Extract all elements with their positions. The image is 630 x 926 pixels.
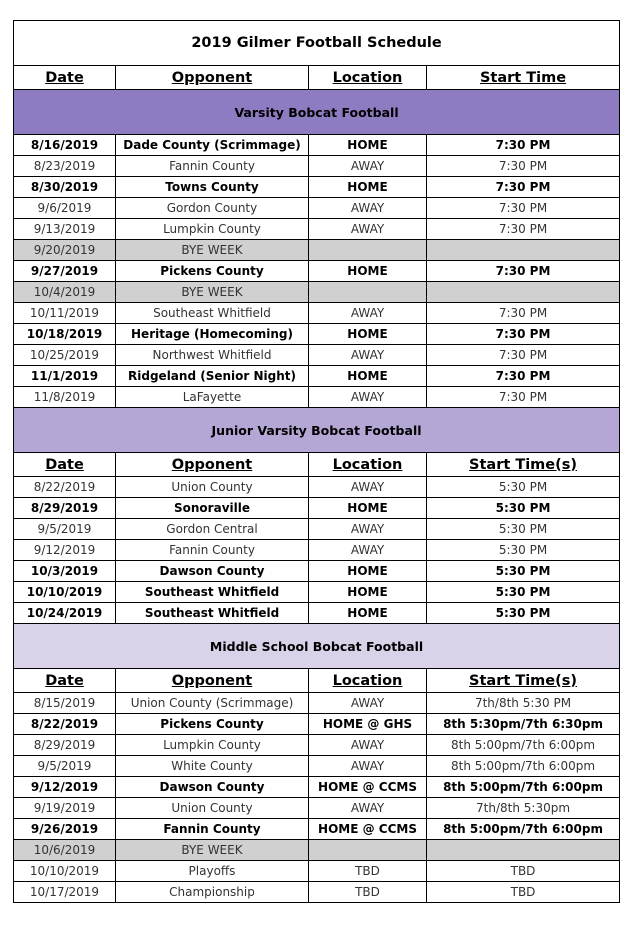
game-date: 8/22/2019: [14, 714, 116, 735]
game-start-time: 5:30 PM: [427, 498, 620, 519]
game-date: 9/5/2019: [14, 756, 116, 777]
game-date: 9/13/2019: [14, 219, 116, 240]
column-header-row: [14, 453, 620, 477]
game-start-time: 5:30 PM: [427, 561, 620, 582]
game-row: [14, 582, 620, 603]
game-opponent: Union County (Scrimmage): [116, 693, 309, 714]
game-start-time: 7th/8th 5:30 PM: [427, 693, 620, 714]
game-start-time: [427, 240, 620, 261]
game-location: HOME @ CCMS: [309, 819, 427, 840]
column-header-date: Date: [14, 66, 116, 90]
game-location: AWAY: [309, 693, 427, 714]
column-header-opponent: Opponent: [116, 669, 309, 693]
game-row: [14, 861, 620, 882]
section-title-middle-school-bobcat-football: Middle School Bobcat Football: [14, 624, 620, 669]
column-header-start-time: Start Time(s): [427, 669, 620, 693]
column-header-row: [14, 669, 620, 693]
game-location: [309, 840, 427, 861]
game-start-time: 7:30 PM: [427, 366, 620, 387]
game-row: [14, 303, 620, 324]
game-start-time: 7:30 PM: [427, 261, 620, 282]
game-start-time: 5:30 PM: [427, 477, 620, 498]
game-location: HOME: [309, 324, 427, 345]
game-location: AWAY: [309, 540, 427, 561]
game-opponent: Dawson County: [116, 561, 309, 582]
game-row: [14, 540, 620, 561]
game-opponent: Union County: [116, 798, 309, 819]
game-opponent: Championship: [116, 882, 309, 903]
game-date: 8/15/2019: [14, 693, 116, 714]
game-opponent: Fannin County: [116, 540, 309, 561]
game-row: [14, 387, 620, 408]
section-header-row: [14, 624, 620, 669]
game-row: [14, 756, 620, 777]
game-start-time: 5:30 PM: [427, 540, 620, 561]
game-start-time: 8th 5:00pm/7th 6:00pm: [427, 756, 620, 777]
bye-week-row: [14, 282, 620, 303]
game-date: 9/26/2019: [14, 819, 116, 840]
game-location: AWAY: [309, 756, 427, 777]
game-opponent: Dade County (Scrimmage): [116, 135, 309, 156]
game-opponent: Heritage (Homecoming): [116, 324, 309, 345]
column-header-row: [14, 66, 620, 90]
game-date: 10/6/2019: [14, 840, 116, 861]
game-start-time: 8th 5:00pm/7th 6:00pm: [427, 819, 620, 840]
game-row: [14, 561, 620, 582]
game-date: 9/20/2019: [14, 240, 116, 261]
game-location: TBD: [309, 882, 427, 903]
column-header-date: Date: [14, 669, 116, 693]
game-date: 8/29/2019: [14, 498, 116, 519]
game-opponent: Lumpkin County: [116, 735, 309, 756]
game-opponent: Gordon Central: [116, 519, 309, 540]
game-date: 10/18/2019: [14, 324, 116, 345]
game-start-time: 8th 5:00pm/7th 6:00pm: [427, 735, 620, 756]
game-location: HOME: [309, 177, 427, 198]
game-row: [14, 219, 620, 240]
game-date: 10/24/2019: [14, 603, 116, 624]
game-start-time: [427, 282, 620, 303]
game-start-time: 7:30 PM: [427, 345, 620, 366]
game-date: 8/29/2019: [14, 735, 116, 756]
column-header-start-time: Start Time: [427, 66, 620, 90]
game-date: 9/6/2019: [14, 198, 116, 219]
game-row: [14, 519, 620, 540]
game-opponent: Ridgeland (Senior Night): [116, 366, 309, 387]
game-start-time: 8th 5:30pm/7th 6:30pm: [427, 714, 620, 735]
game-start-time: 5:30 PM: [427, 603, 620, 624]
game-location: AWAY: [309, 387, 427, 408]
game-date: 10/4/2019: [14, 282, 116, 303]
game-start-time: 5:30 PM: [427, 519, 620, 540]
column-header-location: Location: [309, 669, 427, 693]
game-location: AWAY: [309, 519, 427, 540]
column-header-date: Date: [14, 453, 116, 477]
game-start-time: 7:30 PM: [427, 387, 620, 408]
game-opponent: Playoffs: [116, 861, 309, 882]
game-date: 11/8/2019: [14, 387, 116, 408]
column-header-opponent: Opponent: [116, 453, 309, 477]
game-start-time: 7:30 PM: [427, 156, 620, 177]
section-header-row: [14, 90, 620, 135]
section-title-varsity-bobcat-football: Varsity Bobcat Football: [14, 90, 620, 135]
game-row: [14, 777, 620, 798]
game-opponent: BYE WEEK: [116, 240, 309, 261]
game-location: HOME: [309, 582, 427, 603]
game-row: [14, 156, 620, 177]
game-date: 8/22/2019: [14, 477, 116, 498]
game-location: HOME: [309, 366, 427, 387]
game-location: HOME: [309, 561, 427, 582]
game-opponent: Pickens County: [116, 261, 309, 282]
column-header-location: Location: [309, 453, 427, 477]
game-location: HOME: [309, 603, 427, 624]
game-row: [14, 198, 620, 219]
game-start-time: 7th/8th 5:30pm: [427, 798, 620, 819]
game-start-time: [427, 840, 620, 861]
column-header-start-time: Start Time(s): [427, 453, 620, 477]
game-location: HOME @ GHS: [309, 714, 427, 735]
game-location: HOME: [309, 135, 427, 156]
game-start-time: 7:30 PM: [427, 219, 620, 240]
game-location: HOME: [309, 498, 427, 519]
game-location: HOME: [309, 261, 427, 282]
game-date: 9/27/2019: [14, 261, 116, 282]
game-row: [14, 714, 620, 735]
game-location: AWAY: [309, 303, 427, 324]
game-opponent: White County: [116, 756, 309, 777]
game-location: AWAY: [309, 798, 427, 819]
game-row: [14, 693, 620, 714]
game-location: AWAY: [309, 198, 427, 219]
game-date: 8/16/2019: [14, 135, 116, 156]
game-start-time: 7:30 PM: [427, 324, 620, 345]
game-date: 9/12/2019: [14, 777, 116, 798]
game-start-time: TBD: [427, 882, 620, 903]
game-date: 10/17/2019: [14, 882, 116, 903]
game-row: [14, 819, 620, 840]
game-opponent: LaFayette: [116, 387, 309, 408]
section-header-row: [14, 408, 620, 453]
game-row: [14, 135, 620, 156]
game-start-time: 8th 5:00pm/7th 6:00pm: [427, 777, 620, 798]
football-schedule-table: [13, 20, 620, 903]
game-opponent: Southeast Whitfield: [116, 582, 309, 603]
game-location: HOME @ CCMS: [309, 777, 427, 798]
game-row: [14, 735, 620, 756]
game-start-time: 7:30 PM: [427, 198, 620, 219]
game-opponent: Southeast Whitfield: [116, 603, 309, 624]
game-opponent: Pickens County: [116, 714, 309, 735]
game-row: [14, 498, 620, 519]
game-opponent: Southeast Whitfield: [116, 303, 309, 324]
game-row: [14, 603, 620, 624]
game-date: 8/30/2019: [14, 177, 116, 198]
game-opponent: Union County: [116, 477, 309, 498]
game-date: 10/11/2019: [14, 303, 116, 324]
game-row: [14, 798, 620, 819]
game-date: 11/1/2019: [14, 366, 116, 387]
game-start-time: TBD: [427, 861, 620, 882]
column-header-opponent: Opponent: [116, 66, 309, 90]
game-row: [14, 177, 620, 198]
schedule-title: 2019 Gilmer Football Schedule: [14, 21, 620, 66]
bye-week-row: [14, 240, 620, 261]
game-start-time: 7:30 PM: [427, 303, 620, 324]
game-date: 9/5/2019: [14, 519, 116, 540]
game-row: [14, 261, 620, 282]
bye-week-row: [14, 840, 620, 861]
game-opponent: Sonoraville: [116, 498, 309, 519]
game-opponent: BYE WEEK: [116, 840, 309, 861]
game-opponent: Fannin County: [116, 156, 309, 177]
game-start-time: 7:30 PM: [427, 177, 620, 198]
game-row: [14, 345, 620, 366]
game-opponent: Gordon County: [116, 198, 309, 219]
game-opponent: Lumpkin County: [116, 219, 309, 240]
game-start-time: 5:30 PM: [427, 582, 620, 603]
game-date: 10/3/2019: [14, 561, 116, 582]
game-location: AWAY: [309, 735, 427, 756]
section-title-junior-varsity-bobcat-football: Junior Varsity Bobcat Football: [14, 408, 620, 453]
game-start-time: 7:30 PM: [427, 135, 620, 156]
column-header-location: Location: [309, 66, 427, 90]
game-opponent: Towns County: [116, 177, 309, 198]
game-location: [309, 282, 427, 303]
game-date: 10/10/2019: [14, 582, 116, 603]
game-opponent: Fannin County: [116, 819, 309, 840]
game-row: [14, 324, 620, 345]
game-date: 8/23/2019: [14, 156, 116, 177]
schedule-body: [14, 21, 620, 903]
game-date: 10/25/2019: [14, 345, 116, 366]
game-opponent: Dawson County: [116, 777, 309, 798]
game-location: AWAY: [309, 156, 427, 177]
game-opponent: BYE WEEK: [116, 282, 309, 303]
game-row: [14, 366, 620, 387]
game-location: AWAY: [309, 345, 427, 366]
game-row: [14, 882, 620, 903]
game-opponent: Northwest Whitfield: [116, 345, 309, 366]
game-location: [309, 240, 427, 261]
game-location: AWAY: [309, 219, 427, 240]
game-date: 9/19/2019: [14, 798, 116, 819]
game-location: AWAY: [309, 477, 427, 498]
title-row: [14, 21, 620, 66]
game-date: 9/12/2019: [14, 540, 116, 561]
game-row: [14, 477, 620, 498]
game-date: 10/10/2019: [14, 861, 116, 882]
game-location: TBD: [309, 861, 427, 882]
